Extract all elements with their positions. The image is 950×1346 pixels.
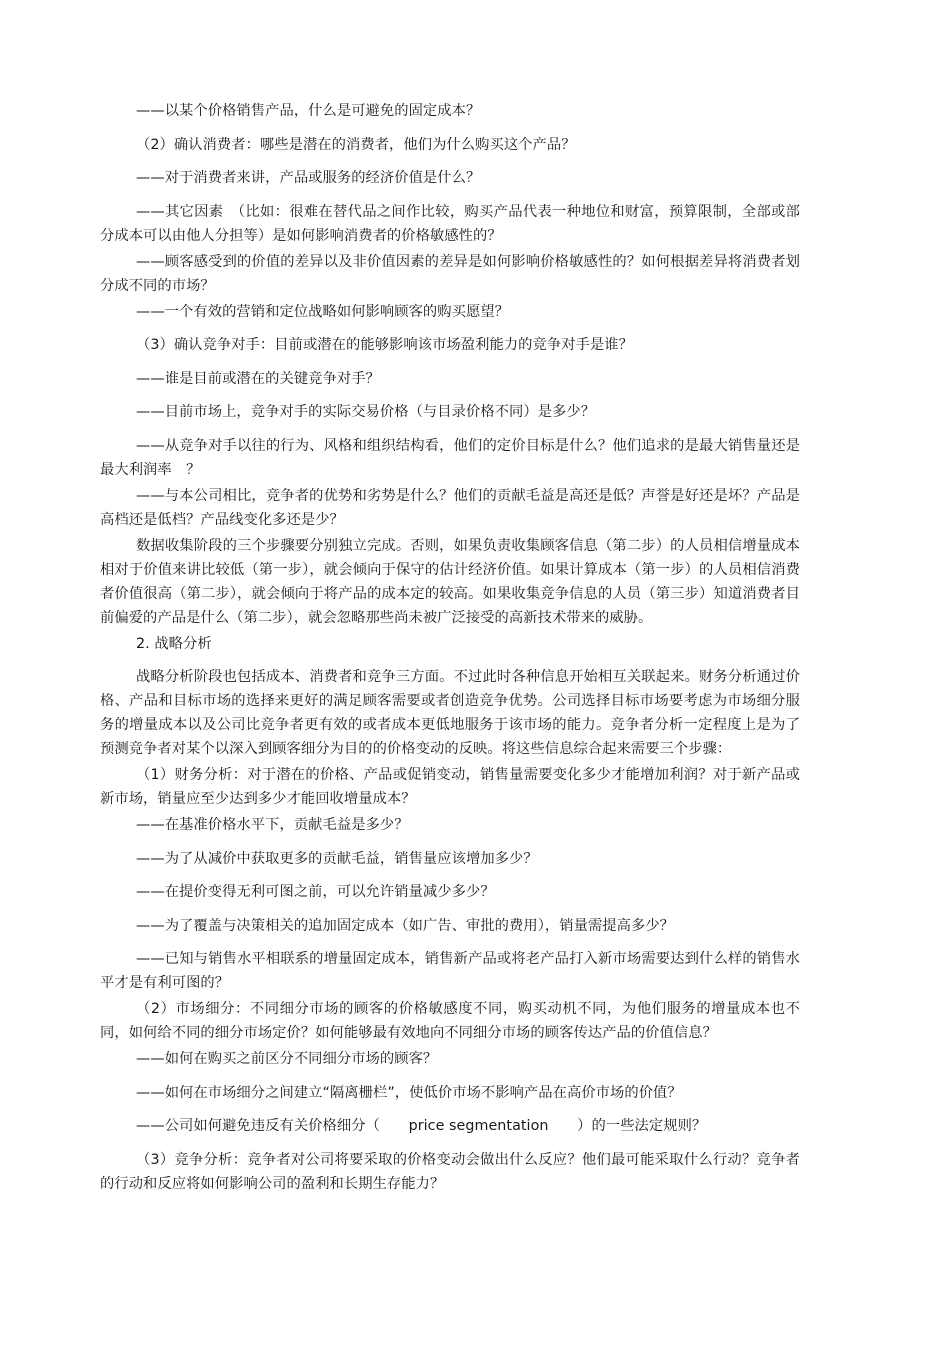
paragraph-identify-consumers: （2）确认消费者：哪些是潜在的消费者，他们为什么购买这个产品？ (136, 136, 576, 153)
paragraph-key-competitors: ——谁是目前或潜在的关键竞争对手？ (136, 370, 380, 387)
paragraph-identify-competitors: （3）确认竞争对手：目前或潜在的能够影响该市场盈利能力的竞争对手是谁？ (136, 337, 633, 353)
paragraph-segment-fences: ——如何在市场细分之间建立“隔离栅栏”，使低价市场不影响产品在高价市场的价值？ (136, 1084, 682, 1101)
paragraph-transaction-price: ——目前市场上，竞争对手的实际交易价格（与目录价格不同）是多少？ (136, 404, 596, 420)
section-heading-strategy-analysis: 2. 战略分析 (136, 635, 212, 652)
paragraph-other-factors: ——其它因素 （比如：很难在替代品之间作比较，购买产品代表一种地位和财富，预算限制，全部或部分成本可以由他人分担等）是如何影响消费者的价格敏感性的？ (100, 203, 800, 244)
paragraph-avoidable-fixed-cost: ——以某个价格销售产品，什么是可避免的固定成本？ (136, 103, 481, 119)
paragraph-marketing-strategy: ——一个有效的营销和定位战略如何影响顾客的购买愿望？ (136, 303, 510, 320)
paragraph-fixed-cost-volume: ——为了覆盖与决策相关的追加固定成本（如广告、审批的费用），销量需提高多少？ (136, 917, 675, 934)
paragraph-data-collection: 数据收集阶段的三个步骤要分别独立完成。否则，如果负责收集顾客信息（第二步）的人员相信增量成本相对于价值来讲比较低（第一步），就会倾向于保守的估计经济价值。如果计算成本（第一步）的人员相信消费者价值很高（第二步），就会倾向于将产品的成本定的较高。如果收集竞争信息的人员（第三步）知道消费者目前偏爱的产品是什么（第二步），就会忽略那些尚未被广泛接受的高新技术带来的威胁。 (100, 537, 800, 626)
paragraph-break-even-level: ——已知与销售水平相联系的增量固定成本，销售新产品或将老产品打入新市场需要达到什么样的销售水平才是有利可图的？ (100, 951, 800, 991)
paragraph-financial-analysis: （1）财务分析：对于潜在的价格、产品或促销变动，销售量需要变化多少才能增加利润？对于新产品或新市场，销量应至少达到多少才能回收增量成本？ (100, 767, 800, 807)
paragraph-strengths-weaknesses: ——与本公司相比，竞争者的优势和劣势是什么？他们的贡献毛益是高还是低？声誉是好还是坏？产品是高档还是低档？产品线变化多还是少？ (100, 487, 800, 528)
paragraph-legal-rules: ——公司如何避免违反有关价格细分（ price segmentation ）的一些法定规则？ (136, 1118, 707, 1134)
paragraph-pricing-goals: ——从竞争对手以往的行为、风格和组织结构看，他们的定价目标是什么？他们追求的是最大销售量还是最大利润率 ？ (100, 437, 800, 478)
paragraph-strategy-analysis: 战略分析阶段也包括成本、消费者和竞争三方面。不过此时各种信息开始相互关联起来。财务分析通过价格、产品和目标市场的选择来更好的满足顾客需要或者创造竞争优势。公司选择目标市场要考虑为市场细分服务的增量成本以及公司比竞争者更有效的或者成本更低地服务于该市场的能力。竞争者分析一定程度上是为了预测竞争者对某个以深入到顾客细分为目的的价格变动的反映。将这些信息综合起来需要三个步骤： (100, 669, 800, 757)
paragraph-contribution-margin: ——在基准价格水平下，贡献毛益是多少？ (136, 817, 409, 833)
paragraph-price-increase-volume: ——在提价变得无利可图之前，可以允许销量减少多少？ (136, 884, 495, 900)
paragraph-price-cut-volume: ——为了从减价中获取更多的贡献毛益，销售量应该增加多少？ (136, 850, 538, 867)
paragraph-competitive-analysis: （3）竞争分析：竞争者对公司将要采取的价格变动会做出什么反应？他们最可能采取什么行动？竞争者的行动和反应将如何影响公司的盈利和长期生存能力？ (100, 1151, 800, 1192)
paragraph-distinguish-segments: ——如何在购买之前区分不同细分市场的顾客？ (136, 1051, 438, 1067)
paragraph-value-differences: ——顾客感受到的价值的差异以及非价值因素的差异是如何影响价格敏感性的？如何根据差异将消费者划分成不同的市场？ (100, 253, 800, 294)
paragraph-market-segmentation: （2）市场细分：不同细分市场的顾客的价格敏感度不同，购买动机不同，为他们服务的增量成本也不同，如何给不同的细分市场定价？如何能够最有效地向不同细分市场的顾客传达产品的价值信息？ (100, 1001, 800, 1041)
paragraph-economic-value: ——对于消费者来讲，产品或服务的经济价值是什么？ (136, 170, 481, 186)
